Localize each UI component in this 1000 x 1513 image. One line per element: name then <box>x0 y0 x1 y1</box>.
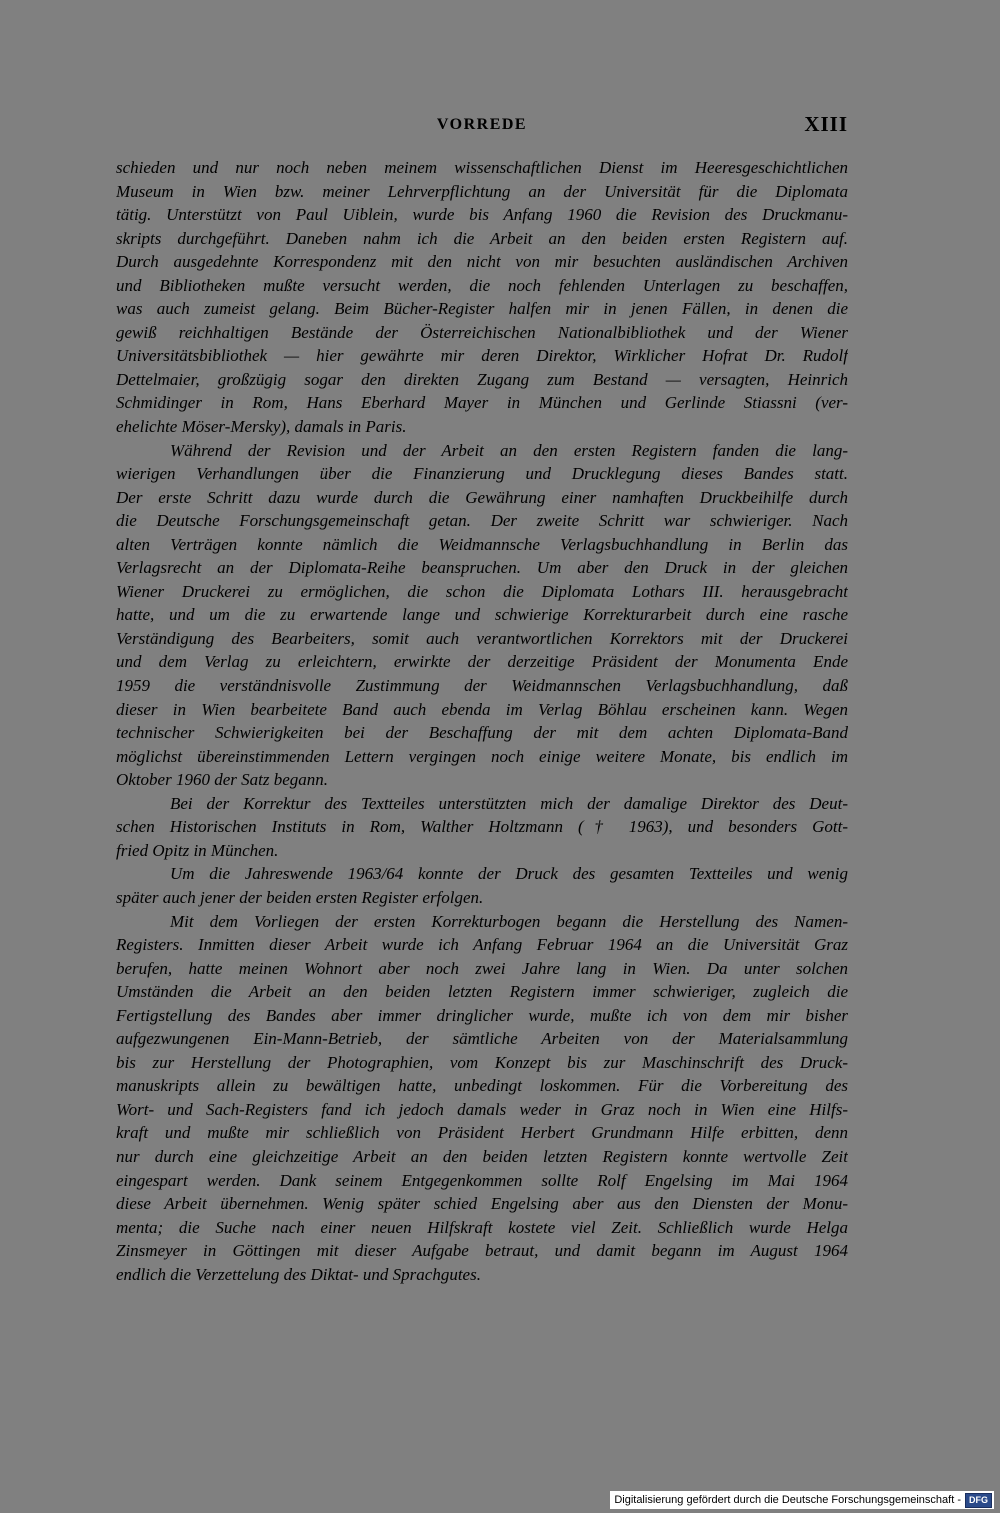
text-line: Der erste Schritt dazu wurde durch die Gewährung einer namhaften Druckbeihilfe durch <box>116 487 848 507</box>
page-header <box>116 114 848 140</box>
text-line: manuskripts allein zu bewältigen hatte, unbedingt loskommen. Für die Vorbereitung des <box>116 1076 848 1096</box>
text-line: tätig. Unterstützt von Paul Uiblein, wurde bis Anfang 1960 die Revision des Druckmanu- <box>116 205 848 225</box>
text-line: nur durch eine gleichzeitige Arbeit an den beiden letzten Registern konnte wertvolle Zeit <box>116 1146 848 1166</box>
text-line: und dem Verlag zu erleichtern, erwirkte der derzeitige Präsident der Monumenta Ende <box>116 652 848 672</box>
text-line: Durch ausgedehnte Korrespondenz mit den nicht von mir besuchten ausländischen Archiven <box>116 252 848 272</box>
text-line: dieser in Wien bearbeitete Band auch ebenda im Verlag Böhlau erscheinen kann. Wegen <box>116 699 848 719</box>
text-line: eingespart werden. Dank seinem Entgegenkommen sollte Rolf Engelsing im Mai 1964 <box>116 1170 848 1190</box>
text-line: technischer Schwierigkeiten bei der Beschaffung der mit dem achten Diplomata-Band <box>116 723 848 743</box>
text-line: Um die Jahreswende 1963/64 konnte der Druck des gesamten Textteiles und wenig <box>170 864 848 884</box>
text-line: Während der Revision und der Arbeit an den ersten Registern fanden die lang- <box>170 440 848 460</box>
text-line: Bei der Korrektur des Textteiles unterstützten mich der damalige Direktor des Deut- <box>170 793 848 813</box>
text-line: Museum in Wien bzw. meiner Lehrverpflichtung an der Universität für die Diplomata <box>116 181 848 201</box>
text-line: berufen, hatte meinen Wohnort aber noch zwei Jahre lang in Wien. Da unter solchen <box>116 958 848 978</box>
text-line: endlich die Verzettelung des Diktat- und Sprachgutes. <box>116 1264 481 1284</box>
text-line: später auch jener der beiden ersten Register erfolgen. <box>116 887 484 907</box>
text-line: Verständigung des Bearbeiters, somit auch verantwortlichen Korrektors mit der Druckerei <box>116 628 848 648</box>
text-line: menta; die Suche nach einer neuen Hilfskraft kostete viel Zeit. Schließlich wurde Helga <box>116 1217 848 1237</box>
credit-text: Digitalisierung gefördert durch die Deutsche Forschungsgemeinschaft - <box>614 1494 961 1506</box>
text-line: die Deutsche Forschungsgemeinschaft getan. Der zweite Schritt war schwieriger. Nach <box>116 511 848 531</box>
text-line: Wiener Druckerei zu ermöglichen, die schon die Diplomata Lothars III. herausgebracht <box>116 581 848 601</box>
text-line: möglichst übereinstimmenden Lettern vergingen noch einige weitere Monate, bis endlich im <box>116 746 848 766</box>
text-line: Fertigstellung des Bandes aber immer dringlicher wurde, mußte ich von dem mir bisher <box>116 1005 848 1025</box>
text-line: aufgezwungenen Ein-Mann-Betrieb, der sämtliche Arbeiten von der Materialsammlung <box>116 1029 848 1049</box>
text-line: Oktober 1960 der Satz begann. <box>116 770 329 790</box>
text-line: schieden und nur noch neben meinem wissenschaftlichen Dienst im Heeresgeschichtlichen <box>116 158 848 177</box>
running-title: VORREDE <box>436 116 528 133</box>
text-line: hatte, und um die zu erwartende lange und schwierige Korrekturarbeit durch eine rasche <box>116 605 848 625</box>
text-line: 1959 die verständnisvolle Zustimmung der Weidmannschen Verlagsbuchhandlung, daß <box>116 676 848 696</box>
digitization-credit <box>610 1491 994 1509</box>
text-line: fried Opitz in München. <box>116 840 279 860</box>
text-line: Wort- und Sach-Registers fand ich jedoch damals weder in Graz noch in Wien eine Hilfs- <box>116 1099 848 1119</box>
text-line: Umständen die Arbeit an den beiden letzten Registern immer schwieriger, zugleich die <box>116 982 848 1002</box>
text-line: wierigen Verhandlungen über die Finanzierung und Drucklegung dieses Bandes statt. <box>116 464 848 484</box>
dfg-logo: DFG <box>965 1493 992 1508</box>
text-line: Registers. Inmitten dieser Arbeit wurde ich Anfang Februar 1964 an die Universität Graz <box>116 935 848 955</box>
text-line: gewiß reichhaltigen Bestände der Österreichischen Nationalbibliothek und der Wiener <box>116 322 848 342</box>
text-line: Dettelmaier, großzügig sogar den direkten Zugang zum Bestand — versagten, Heinrich <box>116 369 848 389</box>
text-line: Universitätsbibliothek — hier gewährte mir deren Direktor, Wirklicher Hofrat Dr. Rudolf <box>116 346 848 366</box>
text-line: Schmidinger in Rom, Hans Eberhard Mayer in München und Gerlinde Stiassni (ver- <box>116 393 848 413</box>
text-line: was auch zumeist gelang. Beim Bücher-Register halfen mir in jenen Fällen, in denen die <box>116 299 848 319</box>
text-line: Mit dem Vorliegen der ersten Korrekturbogen begann die Herstellung des Namen- <box>170 911 848 931</box>
text-line: und Bibliotheken mußte versucht werden, die noch fehlenden Unterlagen zu beschaffen, <box>116 275 848 295</box>
text-line: skripts durchgeführt. Daneben nahm ich die Arbeit an den beiden ersten Registern auf. <box>116 228 848 248</box>
page-number: XIII <box>804 112 848 136</box>
text-line: Zinsmeyer in Göttingen mit dieser Aufgabe betraut, und damit begann im August 1964 <box>116 1241 848 1261</box>
text-line: bis zur Herstellung der Photographien, vom Konzept bis zur Maschinschrift des Druck- <box>116 1052 848 1072</box>
text-line: ehelichte Möser-Mersky), damals in Paris. <box>116 417 407 437</box>
text-line: alten Verträgen konnte nämlich die Weidmannsche Verlagsbuchhandlung in Berlin das <box>116 534 848 554</box>
body-text <box>116 156 848 1286</box>
text-line: schen Historischen Instituts in Rom, Walther Holtzmann († 1963), und besonders Gott- <box>116 817 848 837</box>
text-line: kraft und mußte mir schließlich von Präsident Herbert Grundmann Hilfe erbitten, denn <box>116 1123 848 1143</box>
text-line: diese Arbeit übernehmen. Wenig später schied Engelsing aber aus den Diensten der Monu- <box>116 1194 848 1214</box>
text-line: Verlagsrecht an der Diplomata-Reihe beanspruchen. Um aber den Druck in der gleichen <box>116 558 848 578</box>
